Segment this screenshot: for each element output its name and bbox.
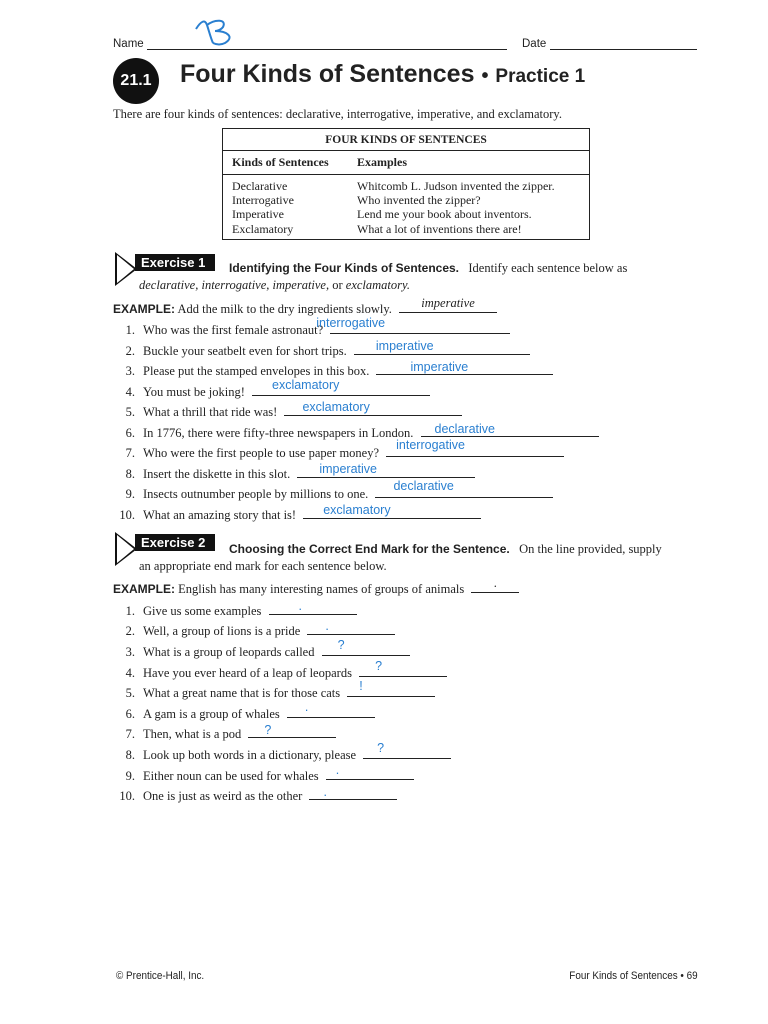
name-label: Name [113, 38, 144, 50]
name-field[interactable] [147, 49, 507, 50]
answer-field[interactable]: . [287, 706, 375, 718]
exercise-2-item-8: 8. Look up both words in a dictionary, please ? [113, 747, 451, 763]
name-handwritten [193, 13, 243, 49]
exercise-2-item-10: 10. One is just as weird as the other . [113, 788, 397, 804]
exercise-1-item-4: 4. You must be joking! exclamatory [113, 384, 430, 400]
answer-field[interactable]: exclamatory [303, 507, 481, 519]
exercise-1-item-3: 3. Please put the stamped envelopes in this box. imperative [113, 363, 553, 379]
exercise-2-heading: Choosing the Correct End Mark for the Sentence. On the line provided, supply [229, 542, 662, 556]
exercise-2-item-7: 7. Then, what is a pod ? [113, 726, 336, 742]
exercise-2-item-9: 9. Either noun can be used for whales . [113, 768, 414, 784]
kinds-table [222, 128, 590, 240]
exercise-1-item-1: 1. Who was the first female astronaut? interrogative [113, 322, 510, 338]
table-header: Kinds of Sentences Examples [223, 151, 589, 175]
date-field[interactable] [550, 49, 697, 50]
table-row: Imperative Lend me your book about inventors. [232, 207, 532, 222]
footer-copyright: © Prentice-Hall, Inc. [116, 970, 205, 982]
exercise-2-badge: Exercise 2 [115, 532, 225, 566]
exercise-2-item-5: 5. What a great name that is for those cats ! [113, 685, 435, 701]
exercise-1-item-9: 9. Insects outnumber people by millions to one. declarative [113, 486, 553, 502]
intro-text: There are four kinds of sentences: declarative, interrogative, imperative, and exclamatory. [113, 107, 562, 121]
exercise-2-item-6: 6. A gam is a group of whales . [113, 706, 375, 722]
exercise-1-instruction: declarative, interrogative, imperative, or exclamatory. [139, 278, 410, 292]
exercise-1-badge: Exercise 1 [115, 252, 225, 286]
exercise-2-item-2: 2. Well, a group of lions is a pride . [113, 623, 395, 639]
exercise-1-heading: Identifying the Four Kinds of Sentences. Identify each sentence below as [229, 261, 628, 275]
exercise-1-item-6: 6. In 1776, there were fifty-three newspapers in London. declarative [113, 425, 599, 441]
answer-field[interactable]: ? [363, 747, 451, 759]
answer-field[interactable]: ? [322, 644, 410, 656]
table-row: Declarative Whitcomb L. Judson invented the zipper. [232, 179, 555, 193]
answer-field[interactable]: exclamatory [252, 384, 430, 396]
answer-field[interactable]: . [269, 603, 357, 615]
answer-field[interactable]: exclamatory [284, 404, 462, 416]
exercise-2-instruction: an appropriate end mark for each sentence below. [139, 559, 387, 573]
table-caption: FOUR KINDS OF SENTENCES [223, 129, 589, 151]
answer-field[interactable]: declarative [375, 486, 553, 498]
table-row: Exclamatory What a lot of inventions there are! [232, 221, 522, 236]
answer-field[interactable]: ! [347, 685, 435, 697]
answer-field[interactable]: imperative [376, 363, 553, 375]
exercise-2-item-4: 4. Have you ever heard of a leap of leopards ? [113, 665, 447, 681]
answer-field[interactable]: ? [248, 726, 336, 738]
exercise-1-item-5: 5. What a thrill that ride was! exclamatory [113, 404, 462, 420]
exercise-2-example: EXAMPLE: English has many interesting names of groups of animals . [113, 581, 519, 597]
answer-field[interactable]: . [307, 623, 395, 635]
exercise-1-item-8: 8. Insert the diskette in this slot. imperative [113, 466, 475, 482]
table-body [223, 175, 589, 239]
exercise-2-item-3: 3. What is a group of leopards called ? [113, 644, 410, 660]
answer-field[interactable]: interrogative [330, 322, 510, 334]
answer-field[interactable]: . [326, 768, 414, 780]
answer-field[interactable]: imperative [297, 466, 475, 478]
answer-field[interactable]: imperative [354, 343, 530, 355]
answer-field[interactable]: interrogative [386, 445, 564, 457]
lesson-badge: 21.1 [113, 58, 159, 104]
exercise-2-item-1: 1. Give us some examples . [113, 603, 357, 619]
date-label: Date [522, 38, 547, 50]
answer-field[interactable]: declarative [421, 425, 599, 437]
table-row: Interrogative Who invented the zipper? [232, 193, 481, 208]
exercise-1-item-2: 2. Buckle your seatbelt even for short trips. imperative [113, 343, 530, 359]
exercise-1-item-7: 7. Who were the first people to use paper money? interrogative [113, 445, 564, 461]
page-title: Four Kinds of Sentences • Practice 1 [180, 60, 586, 88]
exercise-1-item-10: 10. What an amazing story that is! exclamatory [113, 507, 481, 523]
exercise-1-example: EXAMPLE: Add the milk to the dry ingredients slowly. imperative [113, 301, 497, 317]
answer-field[interactable]: ? [359, 665, 447, 677]
answer-field[interactable]: . [309, 788, 397, 800]
footer-page: Four Kinds of Sentences • 69 [569, 970, 698, 982]
